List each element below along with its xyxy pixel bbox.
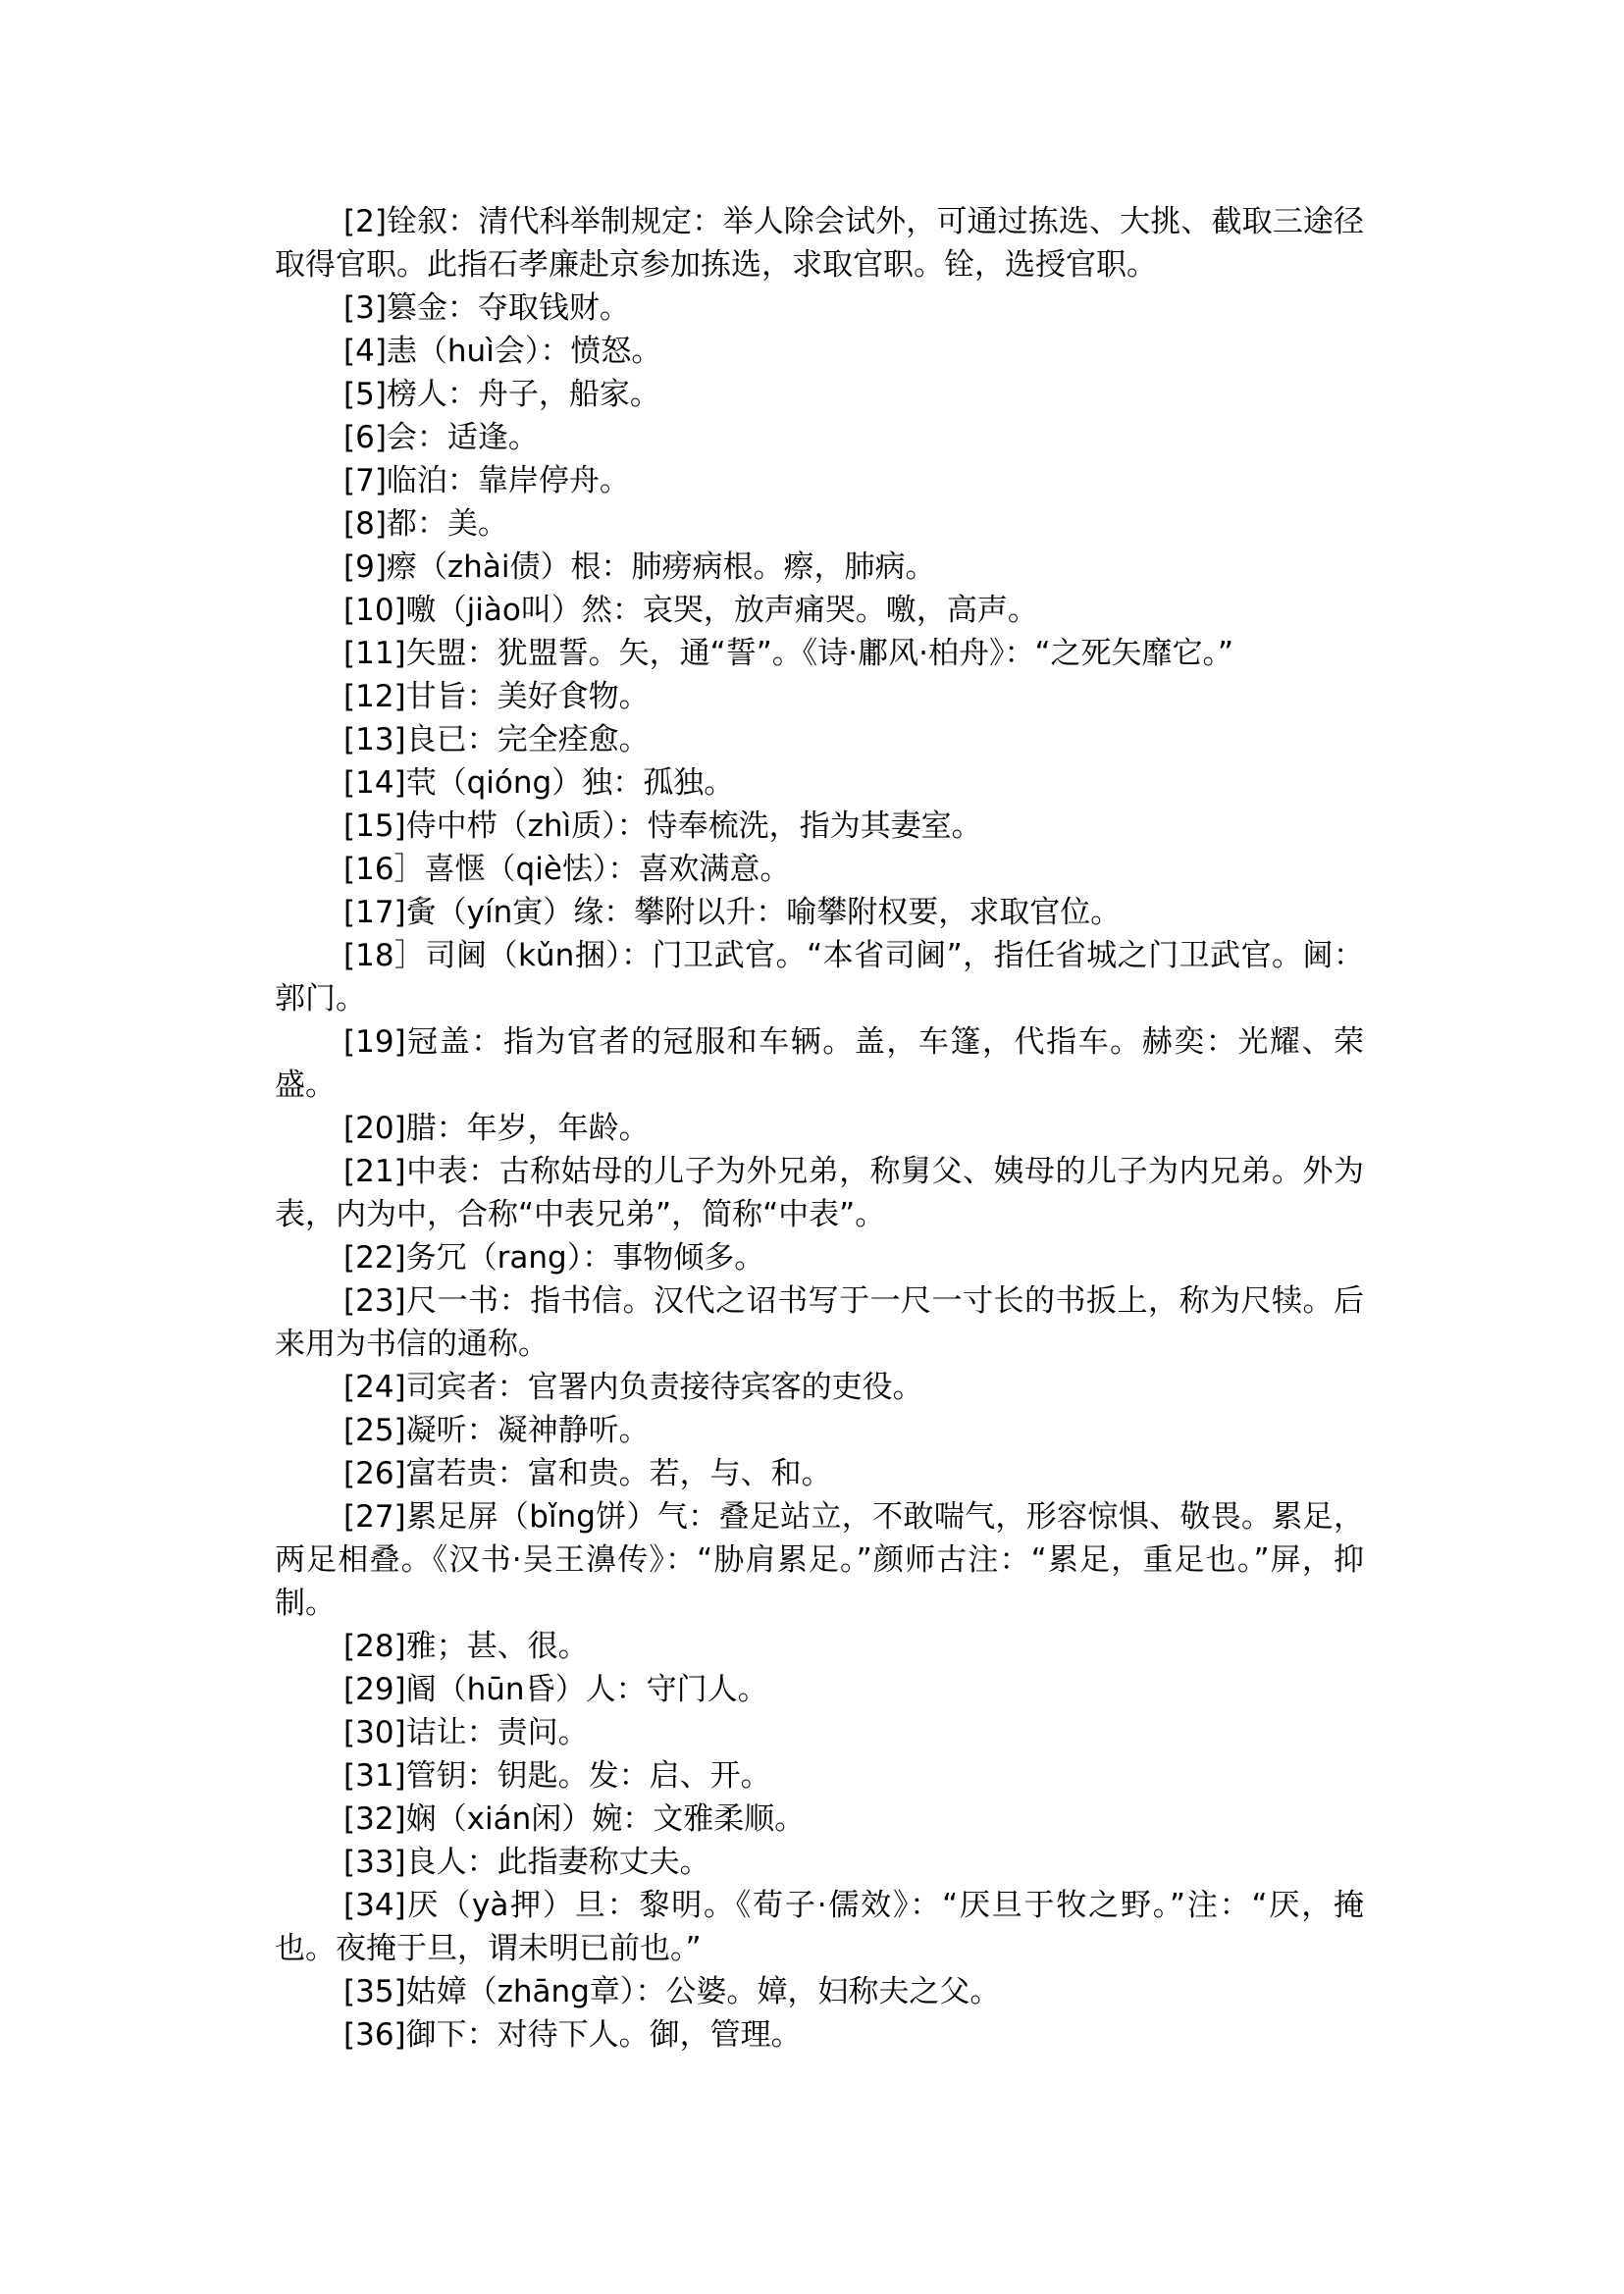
- note-28: [28]雅；甚、很。: [343, 1629, 589, 1664]
- note-4: [4]恚（huì会）：愤怒。: [343, 334, 662, 369]
- note-34: [34]厌（yà押）旦：黎明。《荀子·儒效》：“厌旦于牧之野。”注：“厌，掩也。夜掩于旦，谓未明已前也。”: [275, 1888, 1364, 1966]
- note-15: [15]侍中栉（zhì质）：恃奉梳洗，指为其妻室。: [343, 808, 982, 844]
- note-32: [32]娴（xián闲）婉：文雅柔顺。: [343, 1801, 806, 1837]
- note-24: [24]司宾者：官署内负责接待宾客的吏役。: [343, 1370, 923, 1405]
- note-22: [22]务冗（rang）：事物倾多。: [343, 1240, 765, 1276]
- note-20: [20]腊：年岁，年龄。: [343, 1111, 650, 1146]
- note-9: [9]瘵（zhài债）根：肺痨病根。瘵，肺病。: [343, 549, 936, 585]
- note-25: [25]凝听：凝神静听。: [343, 1413, 650, 1448]
- note-16: [16］喜惬（qiè怯）：喜欢满意。: [343, 852, 791, 887]
- note-8: [8]都：美。: [343, 506, 508, 542]
- note-33: [33]良人：此指妻称丈夫。: [343, 1845, 710, 1880]
- note-30: [30]诘让：责问。: [343, 1715, 589, 1750]
- note-3: [3]篡金：夺取钱财。: [343, 290, 630, 326]
- note-36: [36]御下：对待下人。御，管理。: [343, 2017, 802, 2053]
- note-21: [21]中表：古称姑母的儿子为外兄弟，称舅父、姨母的儿子为内兄弟。外为表，内为中，合称“中表兄弟”，简称“中表”。: [275, 1154, 1364, 1232]
- note-7: [7]临泊：靠岸停舟。: [343, 463, 630, 498]
- note-10: [10]噭（jiào叫）然：哀哭，放声痛哭。噭，高声。: [343, 593, 1038, 628]
- note-18: [18］司阃（kǔn捆）：门卫武官。“本省司阃”，指任省城之门卫武官。阃：郭门。: [275, 938, 1364, 1017]
- note-31: [31]管钥：钥匙。发：启、开。: [343, 1758, 771, 1794]
- note-13: [13]良已：完全痊愈。: [343, 722, 650, 757]
- note-26: [26]富若贵：富和贵。若，与、和。: [343, 1456, 832, 1491]
- note-27: [27]累足屏（bǐng饼）气：叠足站立，不敢喘气，形容惊惧、敬畏。累足，两足相叠。《汉书·吴王濞传》：“胁肩累足。”颜师古注：“累足，重足也。”屏，抑制。: [275, 1499, 1364, 1621]
- note-5: [5]榜人：舟子，船家。: [343, 377, 660, 412]
- note-35: [35]姑嫜（zhāng章）：公婆。嫜，妇称夫之父。: [343, 1974, 1001, 2009]
- note-17: [17]夤（yín寅）缘：攀附以升：喻攀附权要，求取官位。: [343, 895, 1122, 930]
- note-29: [29]阍（hūn昏）人：守门人。: [343, 1672, 768, 1707]
- note-19: [19]冠盖：指为官者的冠服和车辆。盖，车篷，代指车。赫奕：光耀、荣盛。: [275, 1024, 1364, 1103]
- note-23: [23]尺一书：指书信。汉代之诏书写于一尺一寸长的书扳上，称为尺犊。后来用为书信的通称。: [275, 1283, 1364, 1362]
- annotation-page: [275, 200, 1364, 2057]
- note-11: [11]矢盟：犹盟誓。矢，通“誓”。《诗·鄘风·柏舟》：“之死矢靡它。”: [343, 636, 1234, 671]
- note-6: [6]会：适逢。: [343, 420, 539, 455]
- note-2: [2]铨叙：清代科举制规定：举人除会试外，可通过拣选、大挑、截取三途径取得官职。此指石孝廉赴京参加拣选，求取官职。铨，选授官职。: [275, 204, 1364, 283]
- note-14: [14]茕（qióng）独：孤独。: [343, 765, 735, 801]
- note-12: [12]甘旨：美好食物。: [343, 679, 650, 714]
